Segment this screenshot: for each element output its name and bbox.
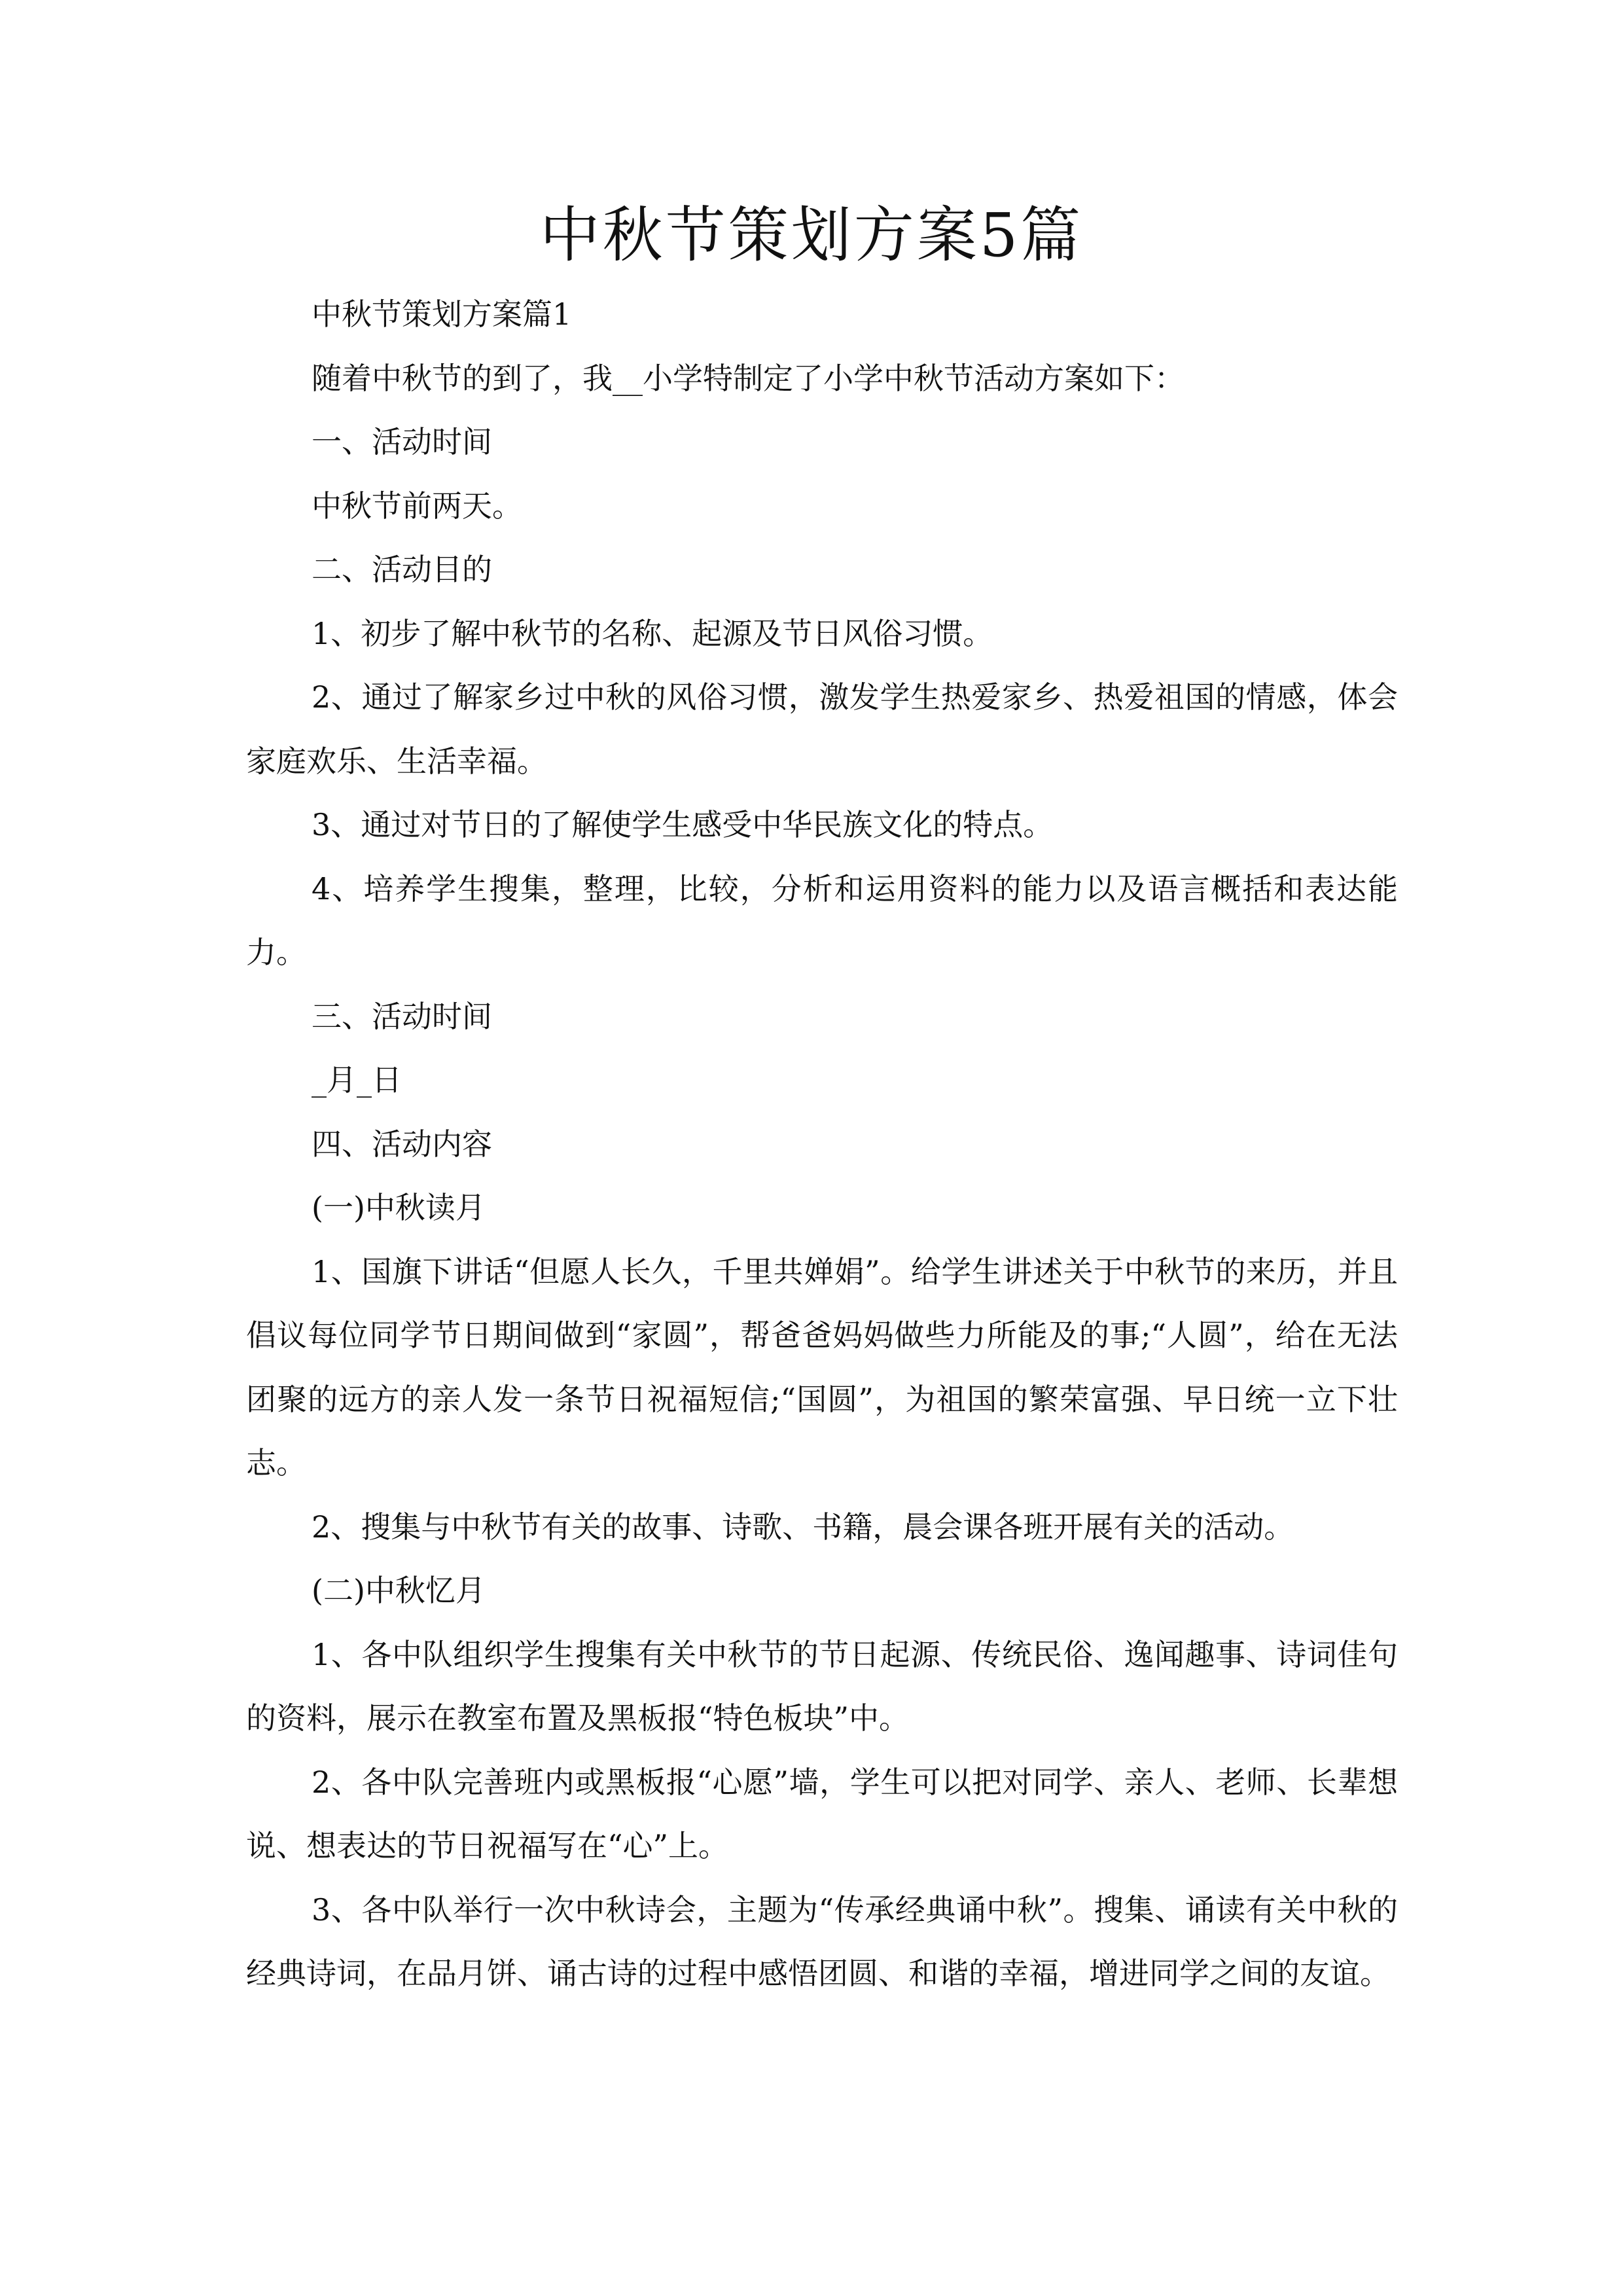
heading-activity-time: 一、活动时间 (312, 424, 492, 459)
heading-activity-time-2: 三、活动时间 (312, 998, 492, 1034)
activity-date-text: _月_日 (312, 1062, 402, 1098)
reading-item-1: 1、国旗下讲话“但愿人长久，千里共婵娟”。给学生讲述关于中秋节的来历，并且倡议每位同学节日期间做到“家圆”，帮爸爸妈妈做些力所能及的事;“人圆”，给在无法团聚的远方的亲人发一条节日祝福短信;“国圆”，为祖国的繁荣富强、早日统一立下壮志。 (246, 1253, 1398, 1480)
heading-activity-content: 四、活动内容 (312, 1126, 492, 1162)
remembering-item-3: 3、各中队举行一次中秋诗会，主题为“传承经典诵中秋”。搜集、诵读有关中秋的经典诗词，在品月饼、诵古诗的过程中感悟团圆、和谐的幸福，增进同学之间的友谊。 (246, 1892, 1398, 1991)
goal-item-2: 2、通过了解家乡过中秋的风俗习惯，激发学生热爱家乡、热爱祖国的情感，体会家庭欢乐、生活幸福。 (246, 679, 1398, 779)
subheading-remembering-moon: (二)中秋忆月 (312, 1573, 486, 1608)
remembering-item-2: 2、各中队完善班内或黑板报“心愿”墙，学生可以把对同学、亲人、老师、长辈想说、想表达的节日祝福写在“心”上。 (246, 1764, 1398, 1863)
goal-item-3: 3、通过对节日的了解使学生感受中华民族文化的特点。 (312, 807, 1054, 842)
activity-time-text: 中秋节前两天。 (312, 488, 522, 524)
document-title: 中秋节策划方案5篇 (539, 200, 1084, 270)
document-body (246, 283, 1398, 2006)
subheading-reading-moon: (一)中秋读月 (312, 1190, 486, 1225)
remembering-item-1: 1、各中队组织学生搜集有关中秋节的节日起源、传统民俗、逸闻趣事、诗词佳句的资料，展示在教室布置及黑板报“特色板块”中。 (246, 1636, 1398, 1736)
goal-item-1: 1、初步了解中秋节的名称、起源及节日风俗习惯。 (312, 615, 993, 651)
section-heading-plan-1: 中秋节策划方案篇1 (312, 296, 572, 332)
goal-item-4: 4、培养学生搜集，整理，比较，分析和运用资料的能力以及语言概括和表达能力。 (246, 870, 1398, 970)
intro-paragraph: 随着中秋节的到了，我__小学特制定了小学中秋节活动方案如下： (312, 360, 1185, 396)
heading-activity-goal: 二、活动目的 (312, 552, 492, 587)
reading-item-2: 2、搜集与中秋节有关的故事、诗歌、书籍，晨会课各班开展有关的活动。 (312, 1509, 1294, 1545)
